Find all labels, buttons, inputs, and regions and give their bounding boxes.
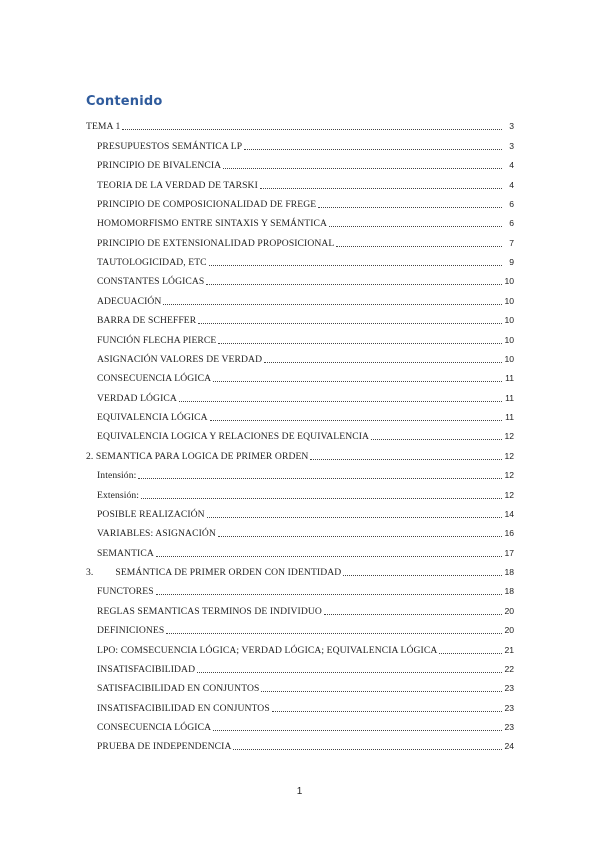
toc-entry-title xyxy=(97,412,209,423)
toc-entry[interactable] xyxy=(86,520,514,539)
toc-entry-title xyxy=(97,664,196,675)
toc-entry[interactable] xyxy=(86,152,514,171)
toc-entry-page-number: 18 xyxy=(504,567,514,577)
toc-entry[interactable] xyxy=(86,694,514,713)
toc-entry-page-number: 12 xyxy=(504,470,514,481)
dot-leader xyxy=(233,748,502,750)
toc-entry-page-number: 17 xyxy=(504,547,514,558)
toc-entry-title xyxy=(97,645,438,656)
toc-entry-title xyxy=(97,315,197,326)
toc-entry-title xyxy=(97,354,263,365)
dot-leader xyxy=(209,264,502,266)
toc-entry[interactable] xyxy=(86,365,514,384)
toc-entry[interactable] xyxy=(86,675,514,694)
dot-leader xyxy=(198,322,502,324)
toc-entry-title xyxy=(97,470,137,481)
toc-entry[interactable] xyxy=(86,539,514,558)
toc-entry[interactable] xyxy=(86,132,514,151)
toc-entry-page-number: 10 xyxy=(504,334,514,345)
toc-entry-page-number: 22 xyxy=(504,663,514,674)
toc-entry-page-number: 6 xyxy=(509,198,514,209)
toc-entry[interactable] xyxy=(86,268,514,287)
dot-leader xyxy=(207,516,502,518)
dot-leader xyxy=(210,419,502,421)
toc-entry[interactable] xyxy=(86,423,514,442)
toc-entry-title-text: DEFINICIONES xyxy=(97,625,165,637)
toc-entry-title xyxy=(97,199,317,210)
toc-entry-title-text: ASIGNACIÓN VALORES DE VERDAD xyxy=(97,353,263,365)
toc-entry-title xyxy=(86,567,342,578)
toc-entry-title-text: SEMANTICA xyxy=(97,547,154,559)
dot-leader xyxy=(197,671,502,673)
toc-entry-title-text: EQUIVALENCIA LOGICA Y RELACIONES DE EQUIVALENCIA xyxy=(97,431,370,443)
toc-entry-title xyxy=(97,722,212,733)
dot-leader xyxy=(272,710,502,712)
toc-entry-title xyxy=(97,218,328,229)
toc-entry-title-text: 3. xyxy=(86,567,94,578)
toc-entry[interactable] xyxy=(86,113,514,132)
toc-entry-title xyxy=(97,257,208,268)
toc-entry-title-text: CONSECUENCIA LÓGICA xyxy=(97,722,212,733)
toc-entry-title-text: FUNCTORES xyxy=(97,586,154,598)
toc-entry-title xyxy=(97,528,217,539)
toc-entry-title-text: PRUEBA DE INDEPENDENCIA xyxy=(97,741,232,753)
page-number: 1 xyxy=(296,786,303,797)
toc-entry[interactable] xyxy=(86,249,514,268)
dot-leader xyxy=(310,458,502,460)
toc-entry-page-number: 3 xyxy=(509,140,514,151)
toc-entry-title xyxy=(97,586,155,597)
toc-entry-page-number: 12 xyxy=(504,431,514,442)
toc-entry-page-number: 10 xyxy=(504,353,514,364)
toc-entry-title xyxy=(97,393,178,404)
toc-entry-page-number: 16 xyxy=(504,528,514,539)
toc-entry-title-text: FUNCIÓN FLECHA PIERCE xyxy=(97,334,217,346)
toc-entry-title-text: PRESUPUESTOS SEMÁNTICA LP xyxy=(97,140,243,152)
toc-entry-page-number: 11 xyxy=(505,373,514,384)
toc-entry[interactable] xyxy=(86,307,514,326)
toc-entry[interactable] xyxy=(86,171,514,190)
toc-entry-title xyxy=(86,121,121,132)
toc-entry-title xyxy=(97,741,232,752)
toc-entry-title xyxy=(97,509,206,520)
dot-leader xyxy=(166,632,502,634)
toc-entry[interactable] xyxy=(86,481,514,500)
toc-entry-page-number: 23 xyxy=(504,722,514,732)
toc-entry[interactable] xyxy=(86,404,514,423)
toc-entry-title xyxy=(97,703,271,714)
toc-entry-title-text: VARIABLES: ASIGNACIÓN xyxy=(97,528,216,540)
dot-leader xyxy=(141,497,502,499)
toc-entry[interactable] xyxy=(86,617,514,636)
toc-entry-title xyxy=(97,606,323,617)
toc-entry-page-number: 10 xyxy=(504,276,514,287)
toc-entry-title xyxy=(97,373,212,384)
toc-entry-title xyxy=(97,490,140,501)
toc-entry-title-text: POSIBLE REALIZACIÓN xyxy=(97,508,205,520)
dot-leader xyxy=(156,555,502,557)
toc-entry-page-number: 23 xyxy=(504,702,514,713)
toc-entry-title xyxy=(97,683,260,694)
toc-entry-title-text: SATISFACIBILIDAD EN CONJUNTOS xyxy=(97,683,260,695)
toc-entry-title-text: Intensión: xyxy=(97,470,137,482)
toc-entry[interactable] xyxy=(86,287,514,306)
toc-entry-page-number: 23 xyxy=(504,683,514,694)
dot-leader xyxy=(329,225,502,227)
toc-entry-title xyxy=(97,625,165,636)
toc-entry-page-number: 20 xyxy=(504,605,514,616)
toc-entry-page-number: 10 xyxy=(504,315,514,326)
toc-entry[interactable] xyxy=(86,210,514,229)
toc-entry-title-text: VERDAD LÓGICA xyxy=(97,392,177,404)
toc-entry-title-text: PRINCIPIO DE BIVALENCIA xyxy=(97,160,222,172)
toc-entry[interactable] xyxy=(86,714,514,733)
toc-entry-page-number: 7 xyxy=(509,237,514,248)
toc-entry-title-text: CONSECUENCIA LÓGICA xyxy=(97,373,212,385)
toc-entry[interactable] xyxy=(86,326,514,345)
toc-entry-page-number: 12 xyxy=(504,489,514,500)
toc-entry-page-number: 6 xyxy=(509,218,514,229)
toc-entry-title xyxy=(97,335,217,346)
toc-entry-title xyxy=(97,276,205,287)
toc-entry[interactable] xyxy=(86,346,514,365)
dot-leader xyxy=(264,361,502,363)
toc-entry-title xyxy=(97,160,222,171)
dot-leader xyxy=(206,283,502,285)
toc-entry-page-number: 3 xyxy=(509,121,514,132)
toc-entry[interactable] xyxy=(86,384,514,403)
dot-leader xyxy=(122,128,502,130)
dot-leader xyxy=(138,477,502,479)
toc-entry[interactable] xyxy=(86,442,514,461)
toc-entry-title xyxy=(97,180,259,191)
toc-entry-page-number: 4 xyxy=(509,160,514,171)
toc-entry-title xyxy=(97,141,243,152)
toc-entry[interactable] xyxy=(86,559,514,578)
toc-entry-title-text: TAUTOLOGICIDAD, ETC xyxy=(97,257,207,268)
dot-leader xyxy=(371,438,502,440)
toc-entry[interactable] xyxy=(86,656,514,675)
toc-entry[interactable] xyxy=(86,191,514,210)
toc-entry-title xyxy=(86,451,309,462)
toc-entry[interactable] xyxy=(86,578,514,597)
toc-entry[interactable] xyxy=(86,597,514,616)
toc-entry-title-text: 2. SEMANTICA PARA LOGICA DE PRIMER ORDEN xyxy=(86,450,309,462)
toc-entry-title-text: EQUIVALENCIA LÓGICA xyxy=(97,412,208,423)
toc-entry-title xyxy=(97,238,335,249)
toc-entry-title xyxy=(97,296,162,307)
toc-entry-title-text: HOMOMORFISMO ENTRE SINTAXIS Y SEMÁNTICA xyxy=(97,218,328,230)
toc-entry-title-text: TEMA 1 xyxy=(86,121,121,133)
table-of-contents xyxy=(86,113,514,752)
dot-leader xyxy=(244,148,502,150)
toc-entry-page-number: 10 xyxy=(504,295,514,306)
toc-entry-page-number: 20 xyxy=(504,625,514,636)
toc-entry-title-text: INSATISFACIBILIDAD EN CONJUNTOS xyxy=(97,702,270,714)
toc-entry[interactable] xyxy=(86,733,514,752)
dot-leader xyxy=(179,400,502,402)
toc-entry-title-text: TEORIA DE LA VERDAD DE TARSKI xyxy=(97,179,258,191)
toc-entry-title-text: INSATISFACIBILIDAD xyxy=(97,663,196,675)
toc-entry[interactable] xyxy=(86,501,514,520)
toc-entry-page-number: 4 xyxy=(509,179,514,190)
toc-entry-title-text: CONSTANTES LÓGICAS xyxy=(97,276,205,288)
toc-entry-page-number: 24 xyxy=(504,741,514,752)
toc-entry-page-number: 11 xyxy=(505,392,514,403)
dot-leader xyxy=(260,187,502,189)
toc-entry-title-text: LPO: COMSECUENCIA LÓGICA; VERDAD LÓGICA; EQUIVALENCIA LÓGICA xyxy=(97,644,438,656)
toc-entry-page-number: 12 xyxy=(504,450,514,461)
dot-leader xyxy=(439,652,502,654)
dot-leader xyxy=(223,167,502,169)
dot-leader xyxy=(213,729,502,731)
toc-entry-title-rest: SEMÁNTICA DE PRIMER ORDEN CON IDENTIDAD xyxy=(115,567,342,578)
dot-leader xyxy=(163,303,502,305)
toc-entry-title-text: BARRA DE SCHEFFER xyxy=(97,315,197,327)
toc-entry-title-text: Extensión: xyxy=(97,489,140,501)
dot-leader xyxy=(336,245,502,247)
dot-leader xyxy=(324,613,502,615)
toc-entry-page-number: 11 xyxy=(505,412,514,422)
toc-entry-page-number: 18 xyxy=(504,586,514,597)
toc-entry-page-number: 9 xyxy=(509,257,514,267)
toc-entry-page-number: 21 xyxy=(504,644,514,655)
toc-entry-title-text: REGLAS SEMANTICAS TERMINOS DE INDIVIDUO xyxy=(97,605,322,617)
dot-leader xyxy=(218,342,502,344)
toc-entry-page-number: 14 xyxy=(504,508,514,519)
dot-leader xyxy=(156,593,502,595)
toc-entry-title-text: PRINCIPIO DE COMPOSICIONALIDAD DE FREGE xyxy=(97,198,317,210)
dot-leader xyxy=(318,206,502,208)
toc-entry-title xyxy=(97,431,370,442)
dot-leader xyxy=(213,380,502,382)
dot-leader xyxy=(343,574,502,576)
toc-entry-title xyxy=(97,548,155,559)
toc-heading: Contenido xyxy=(86,94,163,109)
toc-entry[interactable] xyxy=(86,229,514,248)
toc-entry-title-text: ADECUACIÓN xyxy=(97,295,162,307)
dot-leader xyxy=(261,690,502,692)
toc-entry-title-text: PRINCIPIO DE EXTENSIONALIDAD PROPOSICIONAL xyxy=(97,237,335,249)
dot-leader xyxy=(218,535,502,537)
toc-entry[interactable] xyxy=(86,636,514,655)
toc-entry[interactable] xyxy=(86,462,514,481)
